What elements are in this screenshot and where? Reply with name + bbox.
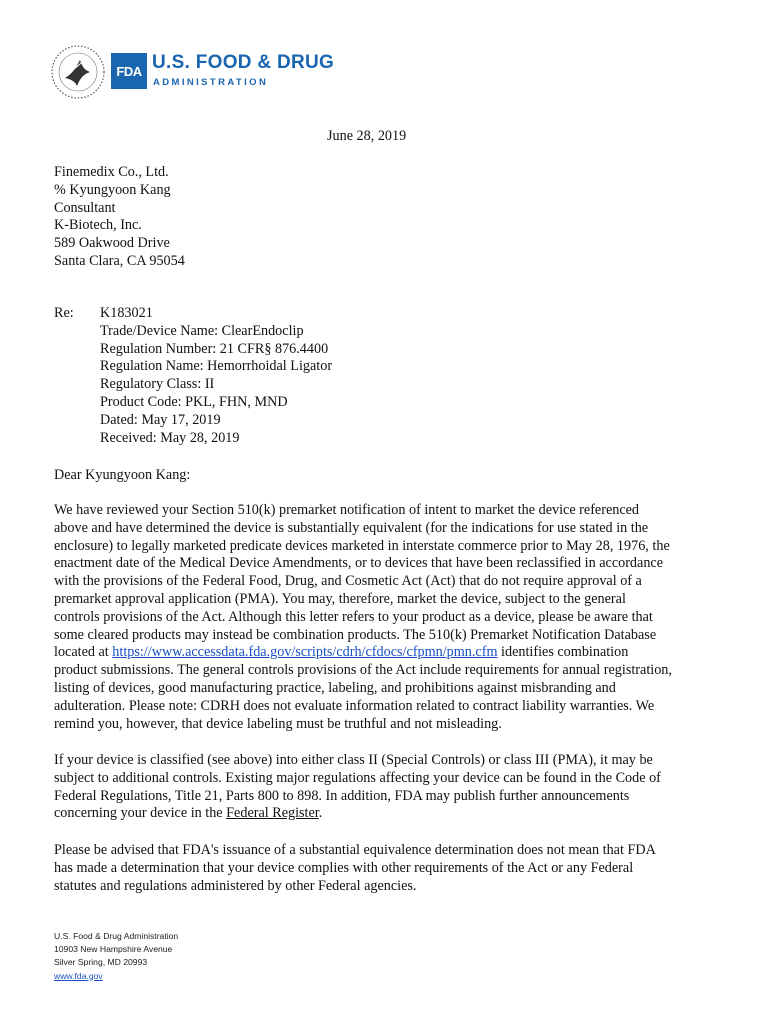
- agency-name: U.S. FOOD & DRUG: [152, 52, 335, 73]
- reference-line: Dated: May 17, 2019: [100, 411, 221, 428]
- address-line: % Kyungyoon Kang: [54, 181, 171, 198]
- footer-line: Silver Spring, MD 20993: [54, 957, 148, 968]
- paragraph-line: with the provisions of the Federal Food, Drug, and Cosmetic Act (Act) that do not require approval of a: [54, 573, 642, 590]
- reference-line: Product Code: PKL, FHN, MND: [100, 393, 288, 410]
- reference-line: Regulation Name: Hemorrhoidal Ligator: [100, 358, 333, 375]
- hhs-seal-icon: [50, 44, 106, 100]
- paragraph-line: enactment date of the Medical Device Amendments, or to devices that have been reclassified in accordance: [54, 555, 664, 572]
- reference-line: Regulation Number: 21 CFR§ 876.4400: [100, 340, 329, 357]
- paragraph-line: above and have determined the device is substantially equivalent (for the indications for use stated in the: [54, 519, 649, 536]
- line-suffix: .: [318, 805, 323, 822]
- address-line: Santa Clara, CA 95054: [54, 252, 185, 269]
- letter-date: June 28, 2019: [327, 128, 407, 144]
- reference-line: Received: May 28, 2019: [100, 429, 240, 446]
- address-line: 589 Oakwood Drive: [54, 235, 170, 252]
- footer-line: 10903 New Hampshire Avenue: [54, 944, 173, 955]
- link-prefix: located at: [54, 644, 113, 661]
- footer-address: [54, 930, 178, 983]
- agency-subtitle: ADMINISTRATION: [153, 77, 269, 88]
- paragraph-line: If your device is classified (see above) into either class II (Special Controls) or class III (PMA), it may be: [54, 752, 653, 768]
- paragraph-line: listing of devices, good manufacturing practice, labeling, and prohibitions against misbranding and: [54, 679, 616, 696]
- paragraph-line: Please be advised that FDA's issuance of a substantial equivalence determination does not mean that FDA: [54, 842, 656, 858]
- paragraph-line: product submissions. The general controls provisions of the Act include requirements for annual registration,: [54, 662, 672, 679]
- paragraph-line: We have reviewed your Section 510(k) premarket notification of intent to market the device referenced: [54, 502, 640, 518]
- paragraph-line: has made a determination that your device complies with other requirements of the Act or any Federal: [54, 859, 634, 876]
- paragraph-line: [54, 805, 726, 823]
- paragraph-review: [54, 502, 726, 733]
- link-suffix: identifies combination: [497, 644, 629, 661]
- re-label: Re:: [54, 305, 74, 321]
- federal-register-text: Federal Register: [226, 805, 319, 822]
- recipient-address: [54, 164, 185, 271]
- paragraph-line: statutes and regulations administered by other Federal agencies.: [54, 877, 417, 894]
- paragraph-controls: [54, 752, 726, 823]
- address-line: K-Biotech, Inc.: [54, 217, 142, 234]
- paragraph-line: premarket approval application (PMA). You may, therefore, market the device, subject to the general: [54, 590, 626, 607]
- reference-line: Regulatory Class: II: [100, 376, 215, 393]
- pmn-database-link[interactable]: https://www.accessdata.fda.gov/scripts/cdrh/cfdocs/cfpmn/pmn.cfm: [112, 644, 498, 661]
- paragraph-line: adulteration. Please note: CDRH does not evaluate information related to contract liability warranties. We: [54, 697, 655, 714]
- line-prefix: concerning your device in the: [54, 805, 227, 822]
- address-line: Consultant: [54, 199, 116, 216]
- fda-website-link[interactable]: www.fda.gov: [54, 970, 103, 981]
- reference-block: [100, 305, 332, 447]
- fda-logo-box: FDA: [111, 53, 147, 89]
- reference-line: K183021: [100, 305, 153, 321]
- paragraph-line: controls provisions of the Act. Although this letter refers to your product as a device, please be aware that: [54, 608, 653, 625]
- footer-line: U.S. Food & Drug Administration: [54, 931, 179, 941]
- paragraph-line: some cleared products may instead be combination products. The 510(k) Premarket Notification Database: [54, 626, 657, 643]
- reference-line: Trade/Device Name: ClearEndoclip: [100, 322, 304, 339]
- paragraph-line: remind you, however, that device labeling must be truthful and not misleading.: [54, 715, 502, 732]
- paragraph-line: Federal Regulations, Title 21, Parts 800 to 898. In addition, FDA may publish further announcements: [54, 787, 630, 804]
- paragraph-line: enclosure) to legally marketed predicate devices marketed in interstate commerce prior to May 28, 1976, the: [54, 537, 670, 554]
- salutation: Dear Kyungyoon Kang:: [54, 467, 191, 483]
- paragraph-line: subject to additional controls. Existing major regulations affecting your device can be found in the Code of: [54, 769, 661, 786]
- paragraph-advisory: [54, 842, 726, 895]
- address-line: Finemedix Co., Ltd.: [54, 164, 169, 180]
- paragraph-line: [54, 644, 726, 662]
